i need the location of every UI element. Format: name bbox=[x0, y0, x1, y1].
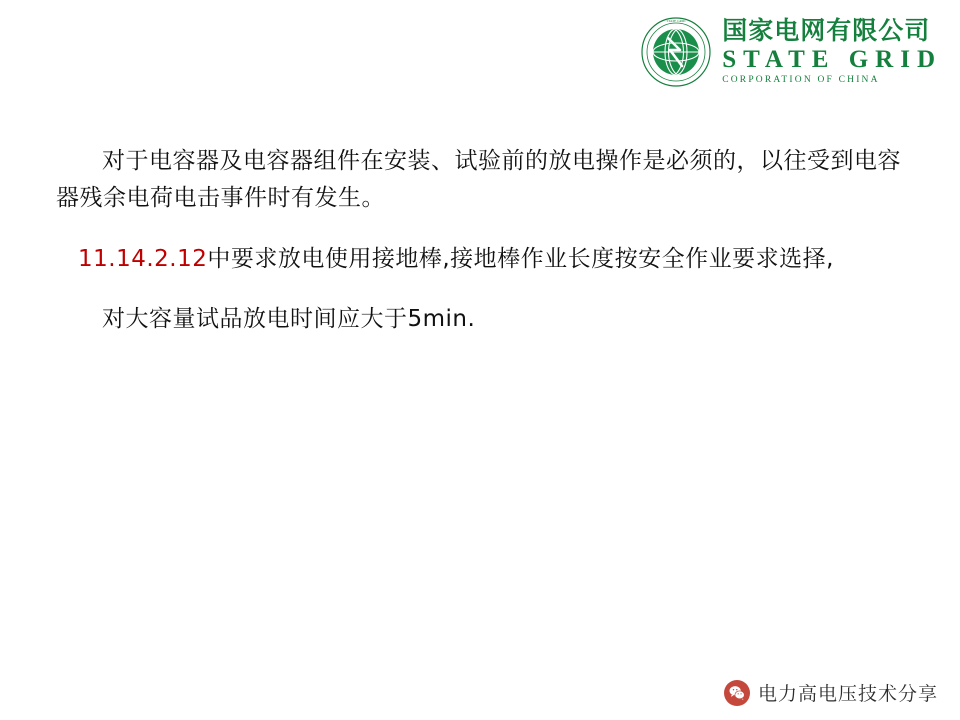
slide-body bbox=[56, 120, 912, 361]
clause-text: 中要求放电使用接地棒,接地棒作业长度按安全作业要求选择, bbox=[207, 245, 834, 272]
svg-text:STATE GRID: STATE GRID bbox=[666, 19, 686, 23]
state-grid-logo bbox=[640, 16, 942, 88]
state-grid-globe-icon bbox=[640, 16, 712, 88]
wechat-icon bbox=[724, 680, 750, 706]
paragraph-3: 对大容量试品放电时间应大于5min. bbox=[102, 305, 476, 332]
logo-company-cn: 国家电网有限公司 bbox=[722, 16, 931, 46]
paragraph-1: 对于电容器及电容器组件在安装、试验前的放电操作是必须的，以往受到电容器残余电荷电击事件时有发生。 bbox=[56, 148, 901, 212]
logo-company-en-sub: CORPORATION OF CHINA bbox=[722, 75, 880, 86]
clause-number: 11.14.2.12 bbox=[78, 245, 208, 272]
footer-watermark bbox=[724, 679, 938, 706]
watermark-label: 电力高电压技术分享 bbox=[757, 683, 938, 705]
logo-wordmark bbox=[722, 18, 942, 86]
paragraph-2 bbox=[56, 241, 912, 278]
logo-company-en: STATE GRID bbox=[722, 46, 942, 74]
